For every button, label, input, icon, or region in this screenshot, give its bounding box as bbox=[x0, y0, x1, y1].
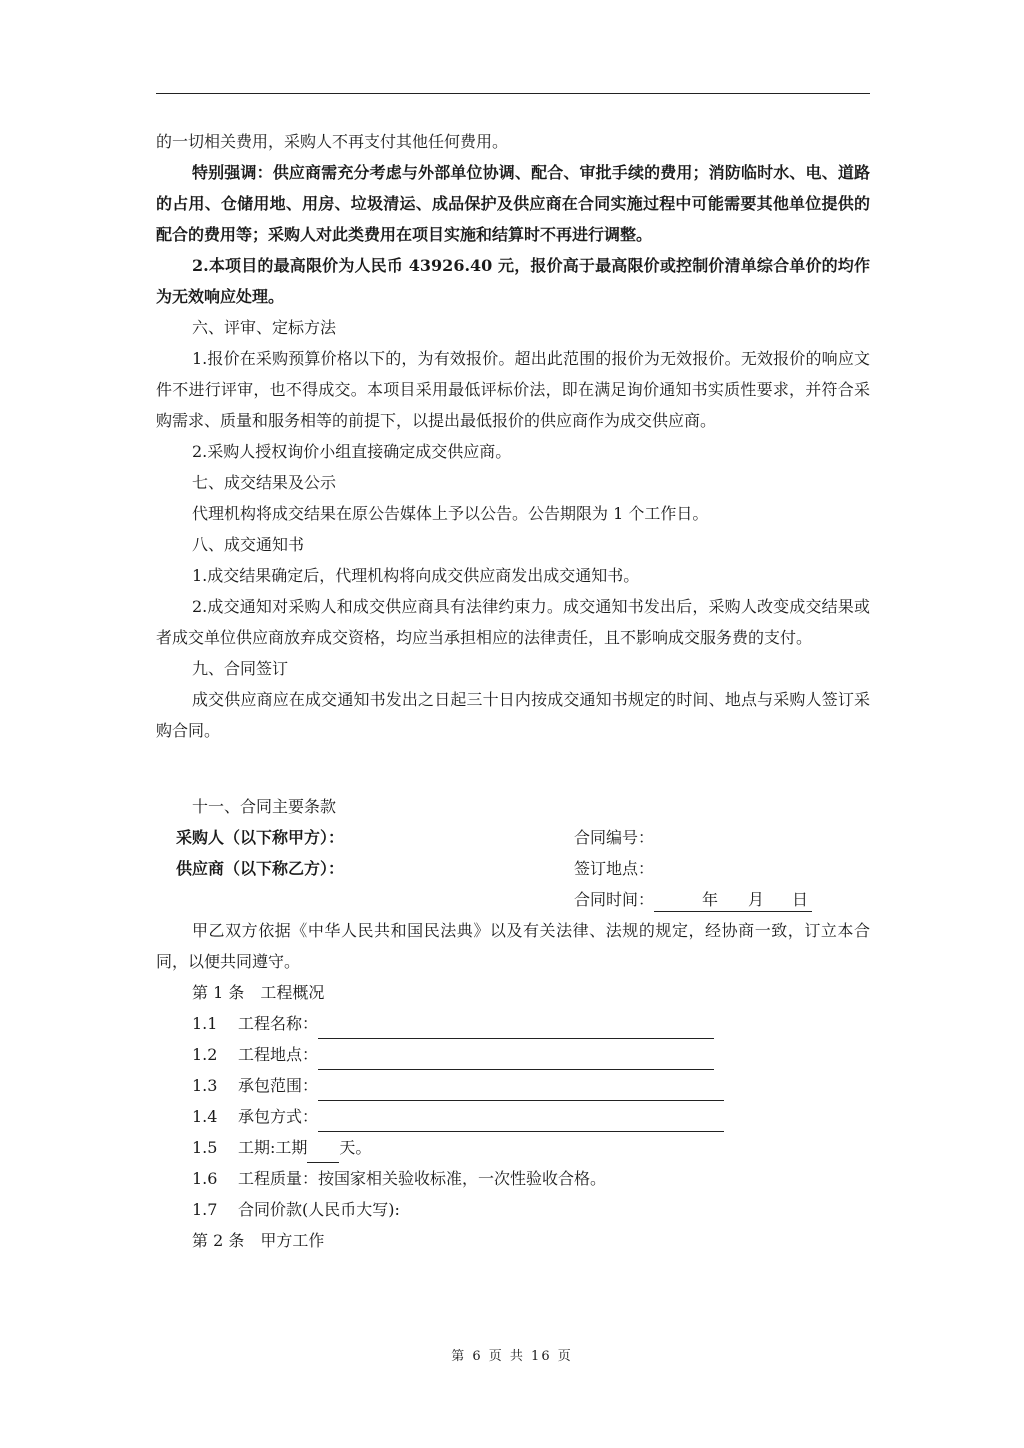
paragraph: 1.成交结果确定后，代理机构将向成交供应商发出成交通知书。 bbox=[192, 566, 640, 585]
article-heading: 第 1 条 工程概况 bbox=[192, 983, 325, 1002]
item-label-suffix: 天。 bbox=[339, 1138, 372, 1157]
paragraph: 代理机构将成交结果在原公告媒体上予以公告。公告期限为 1 个工作日。 bbox=[192, 504, 709, 523]
fill-blank bbox=[318, 1018, 714, 1039]
item-number: 1.1 bbox=[192, 1014, 218, 1033]
contract-item-duration bbox=[156, 1132, 870, 1163]
party-a-label: 采购人（以下称甲方）： bbox=[176, 828, 345, 847]
contract-time bbox=[556, 884, 870, 915]
section-heading: 九、合同签订 bbox=[192, 659, 289, 678]
sign-place-label: 签订地点： bbox=[574, 859, 655, 878]
item-label: 工程质量：按国家相关验收标准，一次性验收合格。 bbox=[238, 1169, 607, 1188]
spacer bbox=[156, 746, 870, 791]
item-number: 1.6 bbox=[192, 1169, 218, 1188]
item-number: 1.3 bbox=[192, 1076, 218, 1095]
contract-item-quality bbox=[156, 1163, 870, 1194]
fill-blank bbox=[307, 1142, 339, 1163]
contract-intro: 甲乙双方依据《中华人民共和国民法典》以及有关法律、法规的规定，经协商一致，订立本合同，以便共同遵守。 bbox=[156, 921, 870, 971]
paragraph-emphasis: 特别强调：供应商需充分考虑与外部单位协调、配合、审批手续的费用；消防临时水、电、道路的占用、仓储用地、用房、垃圾清运、成品保护及供应商在合同实施过程中可能需要其他单位提供的配合的费用等；采购人对此类费用在项目实施和结算时不再进行调整。 bbox=[156, 163, 870, 244]
paragraph-price-limit bbox=[156, 250, 870, 312]
section-heading: 十一、合同主要条款 bbox=[192, 797, 337, 816]
contract-time-row bbox=[156, 884, 870, 915]
day-label: 日 bbox=[792, 890, 809, 909]
item-label: 承包范围： bbox=[238, 1076, 319, 1095]
paragraph: 的一切相关费用，采购人不再支付其他任何费用。 bbox=[156, 132, 509, 151]
document-body bbox=[156, 126, 870, 1256]
paragraph: 1.报价在采购预算价格以下的，为有效报价。超出此范围的报价为无效报价。无效报价的响应文件不进行评审，也不得成交。本项目采用最低评标价法，即在满足询价通知书实质性要求，并符合采购需求、质量和服务相等的前提下，以提出最低报价的供应商作为成交供应商。 bbox=[156, 349, 870, 430]
contract-item-price bbox=[156, 1194, 870, 1225]
item-label: 工程名称： bbox=[238, 1014, 319, 1033]
month-label: 月 bbox=[748, 890, 765, 909]
paragraph: 成交供应商应在成交通知书发出之日起三十日内按成交通知书规定的时间、地点与采购人签订采购合同。 bbox=[156, 690, 870, 740]
contract-number-label: 合同编号： bbox=[574, 828, 655, 847]
contract-date-line bbox=[654, 889, 812, 912]
page-footer: 第 6 页 共 16 页 bbox=[451, 1349, 573, 1364]
item-number: 1.2 bbox=[192, 1045, 218, 1064]
header-rule bbox=[156, 93, 870, 94]
item-number: 1.4 bbox=[192, 1107, 218, 1126]
contract-item bbox=[156, 1070, 870, 1101]
item-label: 工期:工期 bbox=[238, 1138, 308, 1157]
section-heading: 六、评审、定标方法 bbox=[192, 318, 337, 337]
party-b-label: 供应商（以下称乙方）： bbox=[176, 859, 345, 878]
item-number: 1.7 bbox=[192, 1200, 218, 1219]
party-a-row bbox=[156, 822, 870, 853]
contract-time-label: 合同时间： bbox=[574, 890, 655, 909]
year-label: 年 bbox=[702, 890, 719, 909]
contract-item bbox=[156, 1008, 870, 1039]
article-heading: 第 2 条 甲方工作 bbox=[192, 1231, 325, 1250]
party-b-row bbox=[156, 853, 870, 884]
paragraph-text: 本项目的最高限价为人民币 43926.40 元，报价高于最高限价或控制价清单综合单价的均作为无效响应处理。 bbox=[156, 256, 870, 306]
paragraph: 2.成交通知对采购人和成交供应商具有法律约束力。成交通知书发出后，采购人改变成交结果或者成交单位供应商放弃成交资格，均应当承担相应的法律责任，且不影响成交服务费的支付。 bbox=[156, 597, 870, 647]
paragraph: 2.采购人授权询价小组直接确定成交供应商。 bbox=[192, 442, 512, 461]
contract-item bbox=[156, 1039, 870, 1070]
paragraph-number: 2. bbox=[192, 256, 209, 275]
item-number: 1.5 bbox=[192, 1138, 218, 1157]
contract-item bbox=[156, 1101, 870, 1132]
item-label: 承包方式： bbox=[238, 1107, 319, 1126]
fill-blank bbox=[318, 1111, 724, 1132]
item-label: 合同价款(人民币大写): bbox=[238, 1200, 400, 1219]
fill-blank bbox=[318, 1080, 724, 1101]
section-heading: 八、成交通知书 bbox=[192, 535, 305, 554]
item-label: 工程地点： bbox=[238, 1045, 319, 1064]
fill-blank bbox=[318, 1049, 714, 1070]
section-heading: 七、成交结果及公示 bbox=[192, 473, 337, 492]
